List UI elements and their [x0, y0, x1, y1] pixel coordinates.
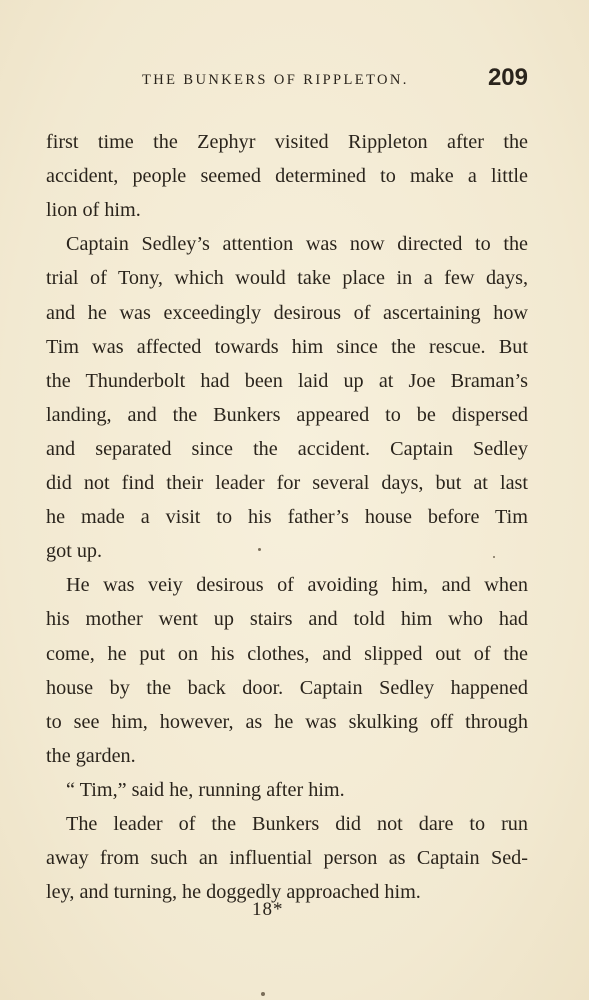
- text-line: his mother went up stairs and told him who had: [46, 608, 528, 631]
- text-line: he made a visit to his father’s house before Tim: [46, 506, 528, 529]
- page-number: 209: [487, 64, 528, 91]
- paper-speck: [261, 992, 265, 996]
- paper-speck: [493, 556, 495, 558]
- text-line: “ Tim,” said he, running after him.: [66, 778, 345, 801]
- text-line: got up.: [46, 540, 103, 563]
- text-line: Captain Sedley’s attention was now directed to the: [66, 233, 528, 256]
- text-line: house by the back door. Captain Sedley happened: [46, 676, 528, 699]
- text-line: trial of Tony, which would take place in a few days,: [46, 267, 528, 290]
- text-line: He was veiy desirous of avoiding him, and when: [66, 574, 528, 597]
- text-line: to see him, however, as he was skulking off through: [46, 710, 528, 733]
- paper-speck: [258, 548, 261, 551]
- text-line: accident, people seemed determined to make a little: [46, 165, 528, 188]
- signature-mark: 18*: [252, 899, 284, 920]
- text-line: the garden.: [46, 744, 136, 767]
- text-line: first time the Zephyr visited Rippleton after the: [46, 131, 528, 153]
- text-line: lion of him.: [46, 199, 141, 222]
- text-line: away from such an influential person as Captain Sed-: [46, 847, 528, 870]
- text-line: Tim was affected towards him since the rescue. But: [46, 335, 528, 358]
- text-line: and he was exceedingly desirous of ascertaining how: [46, 301, 528, 324]
- running-title: THE BUNKERS OF RIPPLETON.: [142, 72, 409, 88]
- text-line: The leader of the Bunkers did not dare to run: [66, 813, 528, 835]
- text-line: did not find their leader for several days, but at last: [46, 472, 528, 494]
- text-line: and separated since the accident. Captain Sedley: [46, 437, 528, 460]
- text-line: landing, and the Bunkers appeared to be dispersed: [46, 403, 528, 426]
- text-line: ley, and turning, he doggedly approached him.: [46, 881, 421, 904]
- text-line: come, he put on his clothes, and slipped out of the: [46, 642, 528, 665]
- page-header: [46, 64, 528, 94]
- text-line: the Thunderbolt had been laid up at Joe Braman’s: [46, 369, 528, 392]
